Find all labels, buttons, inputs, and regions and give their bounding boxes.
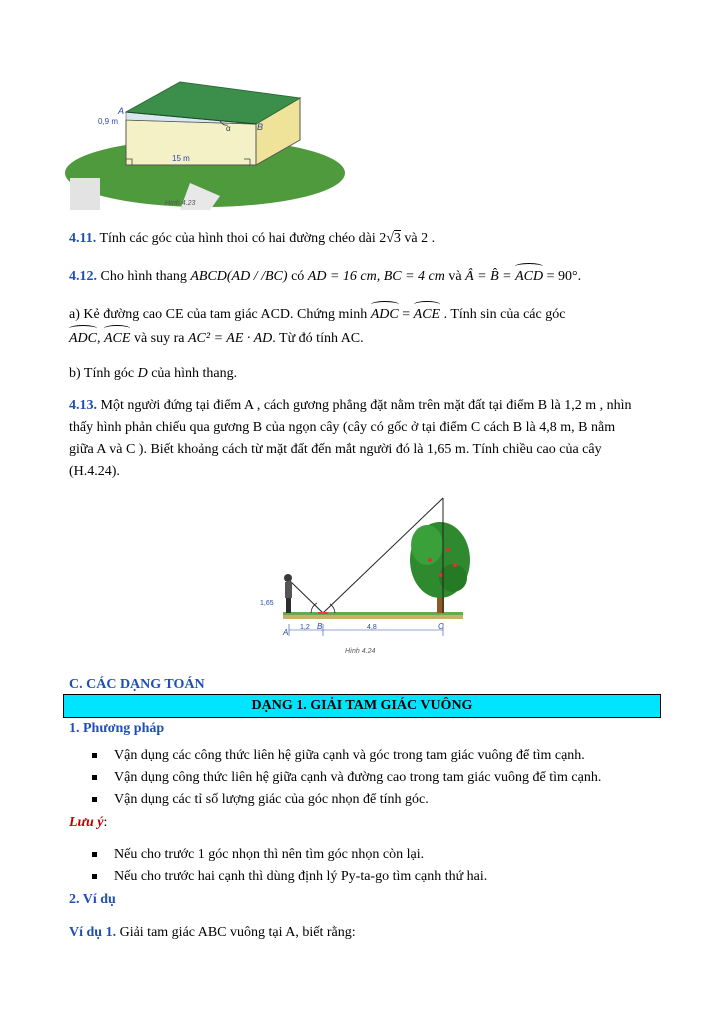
and-text: và: [404, 231, 418, 246]
line: thấy hình phản chiếu qua gương B của ngọn cây (cây có gốc ở tại điểm C cách B là 4,8 m, B nằm: [69, 420, 616, 435]
example-text: Giải tam giác ABC vuông tại A, biết rằng:: [119, 925, 356, 940]
method-list: [92, 745, 601, 811]
list-item: Nếu cho trước hai cạnh thì dùng định lý Py-ta-go tìm cạnh thứ hai.: [92, 866, 487, 888]
example-title: 2. Ví dụ: [69, 892, 116, 907]
tree-foliage: [411, 525, 443, 565]
period: .: [431, 231, 436, 246]
exercise-text: Cho hình thang: [100, 269, 187, 284]
mirror: [318, 612, 328, 614]
lengths-formula: AD = 16 cm, BC = 4 cm: [307, 269, 445, 284]
type-banner: DẠNG 1. GIẢI TAM GIÁC VUÔNG: [63, 694, 661, 718]
text: Một người đứng tại điểm A , cách gương phẳng đặt nằm trên mặt đất tại điểm B là 1,2 m , nhìn: [100, 398, 632, 413]
method-title: 1. Phương pháp: [69, 721, 165, 736]
exercise-number: 4.11.: [69, 231, 97, 246]
value-2: 2: [421, 231, 429, 246]
label-c: C: [438, 622, 444, 631]
has-text: có: [291, 269, 305, 284]
box-front-face: [126, 120, 256, 165]
fruit: [439, 573, 443, 577]
label-b: B: [317, 622, 323, 631]
text: a) Kẻ đường cao CE của tam giác ACD. Chứng minh: [69, 307, 368, 322]
angle-ace: ACE: [414, 304, 440, 326]
exercise-4-12a-line2: [69, 328, 364, 350]
list-item: Vận dụng các công thức liên hệ giữa cạnh và góc trong tam giác vuông để tìm cạnh.: [92, 745, 601, 767]
example-1: [69, 922, 356, 944]
label-bc: 4,8: [367, 624, 377, 631]
figure-caption: Hình 4.23: [165, 200, 196, 207]
ground: [283, 615, 463, 619]
fruit: [446, 548, 450, 552]
exercise-4-12b: [69, 363, 237, 385]
sqrt-icon: √: [386, 231, 394, 246]
note-title: [69, 812, 107, 834]
label-a: A: [283, 628, 289, 637]
label-length: 15 m: [172, 154, 190, 163]
note-list: [92, 844, 487, 888]
text: và suy ra: [133, 331, 185, 346]
person-legs: [286, 598, 291, 613]
exercise-4-13: [69, 395, 669, 483]
list-item: Vận dụng công thức liên hệ giữa cạnh và đường cao trong tam giác vuông để tìm cạnh.: [92, 767, 601, 789]
trapezoid-formula: ABCD(AD / /BC): [190, 269, 288, 284]
watermark-shape: [70, 178, 100, 210]
exercise-text: Tính các góc của hình thoi có hai đường chéo dài: [99, 231, 376, 246]
label-alpha: α: [226, 124, 231, 133]
equals: =: [402, 307, 411, 322]
value-coef: 2: [379, 231, 387, 246]
angle-acd: ACD: [515, 266, 543, 288]
value-root: 3: [393, 231, 401, 246]
label-b: B: [257, 122, 264, 132]
line: (H.4.24).: [69, 464, 120, 479]
text: . Từ đó tính AC.: [272, 331, 364, 346]
and-text: và: [448, 269, 462, 284]
text: của hình thang.: [151, 366, 238, 381]
exercise-4-12: [69, 266, 581, 288]
person-head: [284, 574, 292, 582]
figure-4-24: [255, 490, 475, 660]
exercise-number: 4.13.: [69, 398, 97, 413]
example-label: Ví dụ 1.: [69, 925, 117, 940]
line: giữa A và C ). Biết khoảng cách từ mặt đất đến mắt người đó là 1,65 m. Tính chiều cao của cây: [69, 442, 602, 457]
text: . Tính sin của các góc: [443, 307, 566, 322]
list-item: Vận dụng các tỉ số lượng giác của góc nhọn để tính góc.: [92, 789, 601, 811]
angle-adc: ADC: [69, 328, 97, 350]
ground-grass: [283, 612, 463, 615]
var-d: D: [137, 366, 148, 381]
text: b) Tính góc: [69, 366, 135, 381]
comma: ,: [97, 331, 101, 346]
figure-caption: Hình 4.24: [345, 648, 376, 655]
angle-ace: ACE: [104, 328, 130, 350]
fruit: [453, 563, 457, 567]
exercise-number: 4.12.: [69, 269, 97, 284]
label-height: 0,9 m: [98, 117, 119, 126]
fruit: [428, 558, 432, 562]
label-a: A: [118, 106, 125, 116]
note-label: Lưu ý: [69, 815, 104, 830]
list-item: Nếu cho trước 1 góc nhọn thì nên tìm góc nhọn còn lại.: [92, 844, 487, 866]
figure-4-23: [60, 78, 350, 213]
period: .: [577, 269, 582, 284]
reflect-line: [289, 580, 323, 613]
section-title: C. CÁC DẠNG TOÁN: [69, 677, 205, 692]
angles-formula: Â = B̂ =: [465, 269, 512, 284]
person-body: [285, 582, 292, 598]
exercise-4-12a-line1: [69, 304, 565, 326]
label-height: 1,65: [260, 600, 274, 607]
angle-adc: ADC: [371, 304, 399, 326]
angle-value: = 90°: [546, 269, 578, 284]
formula: AC² = AE · AD: [188, 331, 273, 346]
label-ab: 1,2: [300, 624, 310, 631]
note-colon: :: [103, 815, 108, 830]
line: [69, 395, 669, 417]
exercise-4-11: [69, 228, 435, 250]
